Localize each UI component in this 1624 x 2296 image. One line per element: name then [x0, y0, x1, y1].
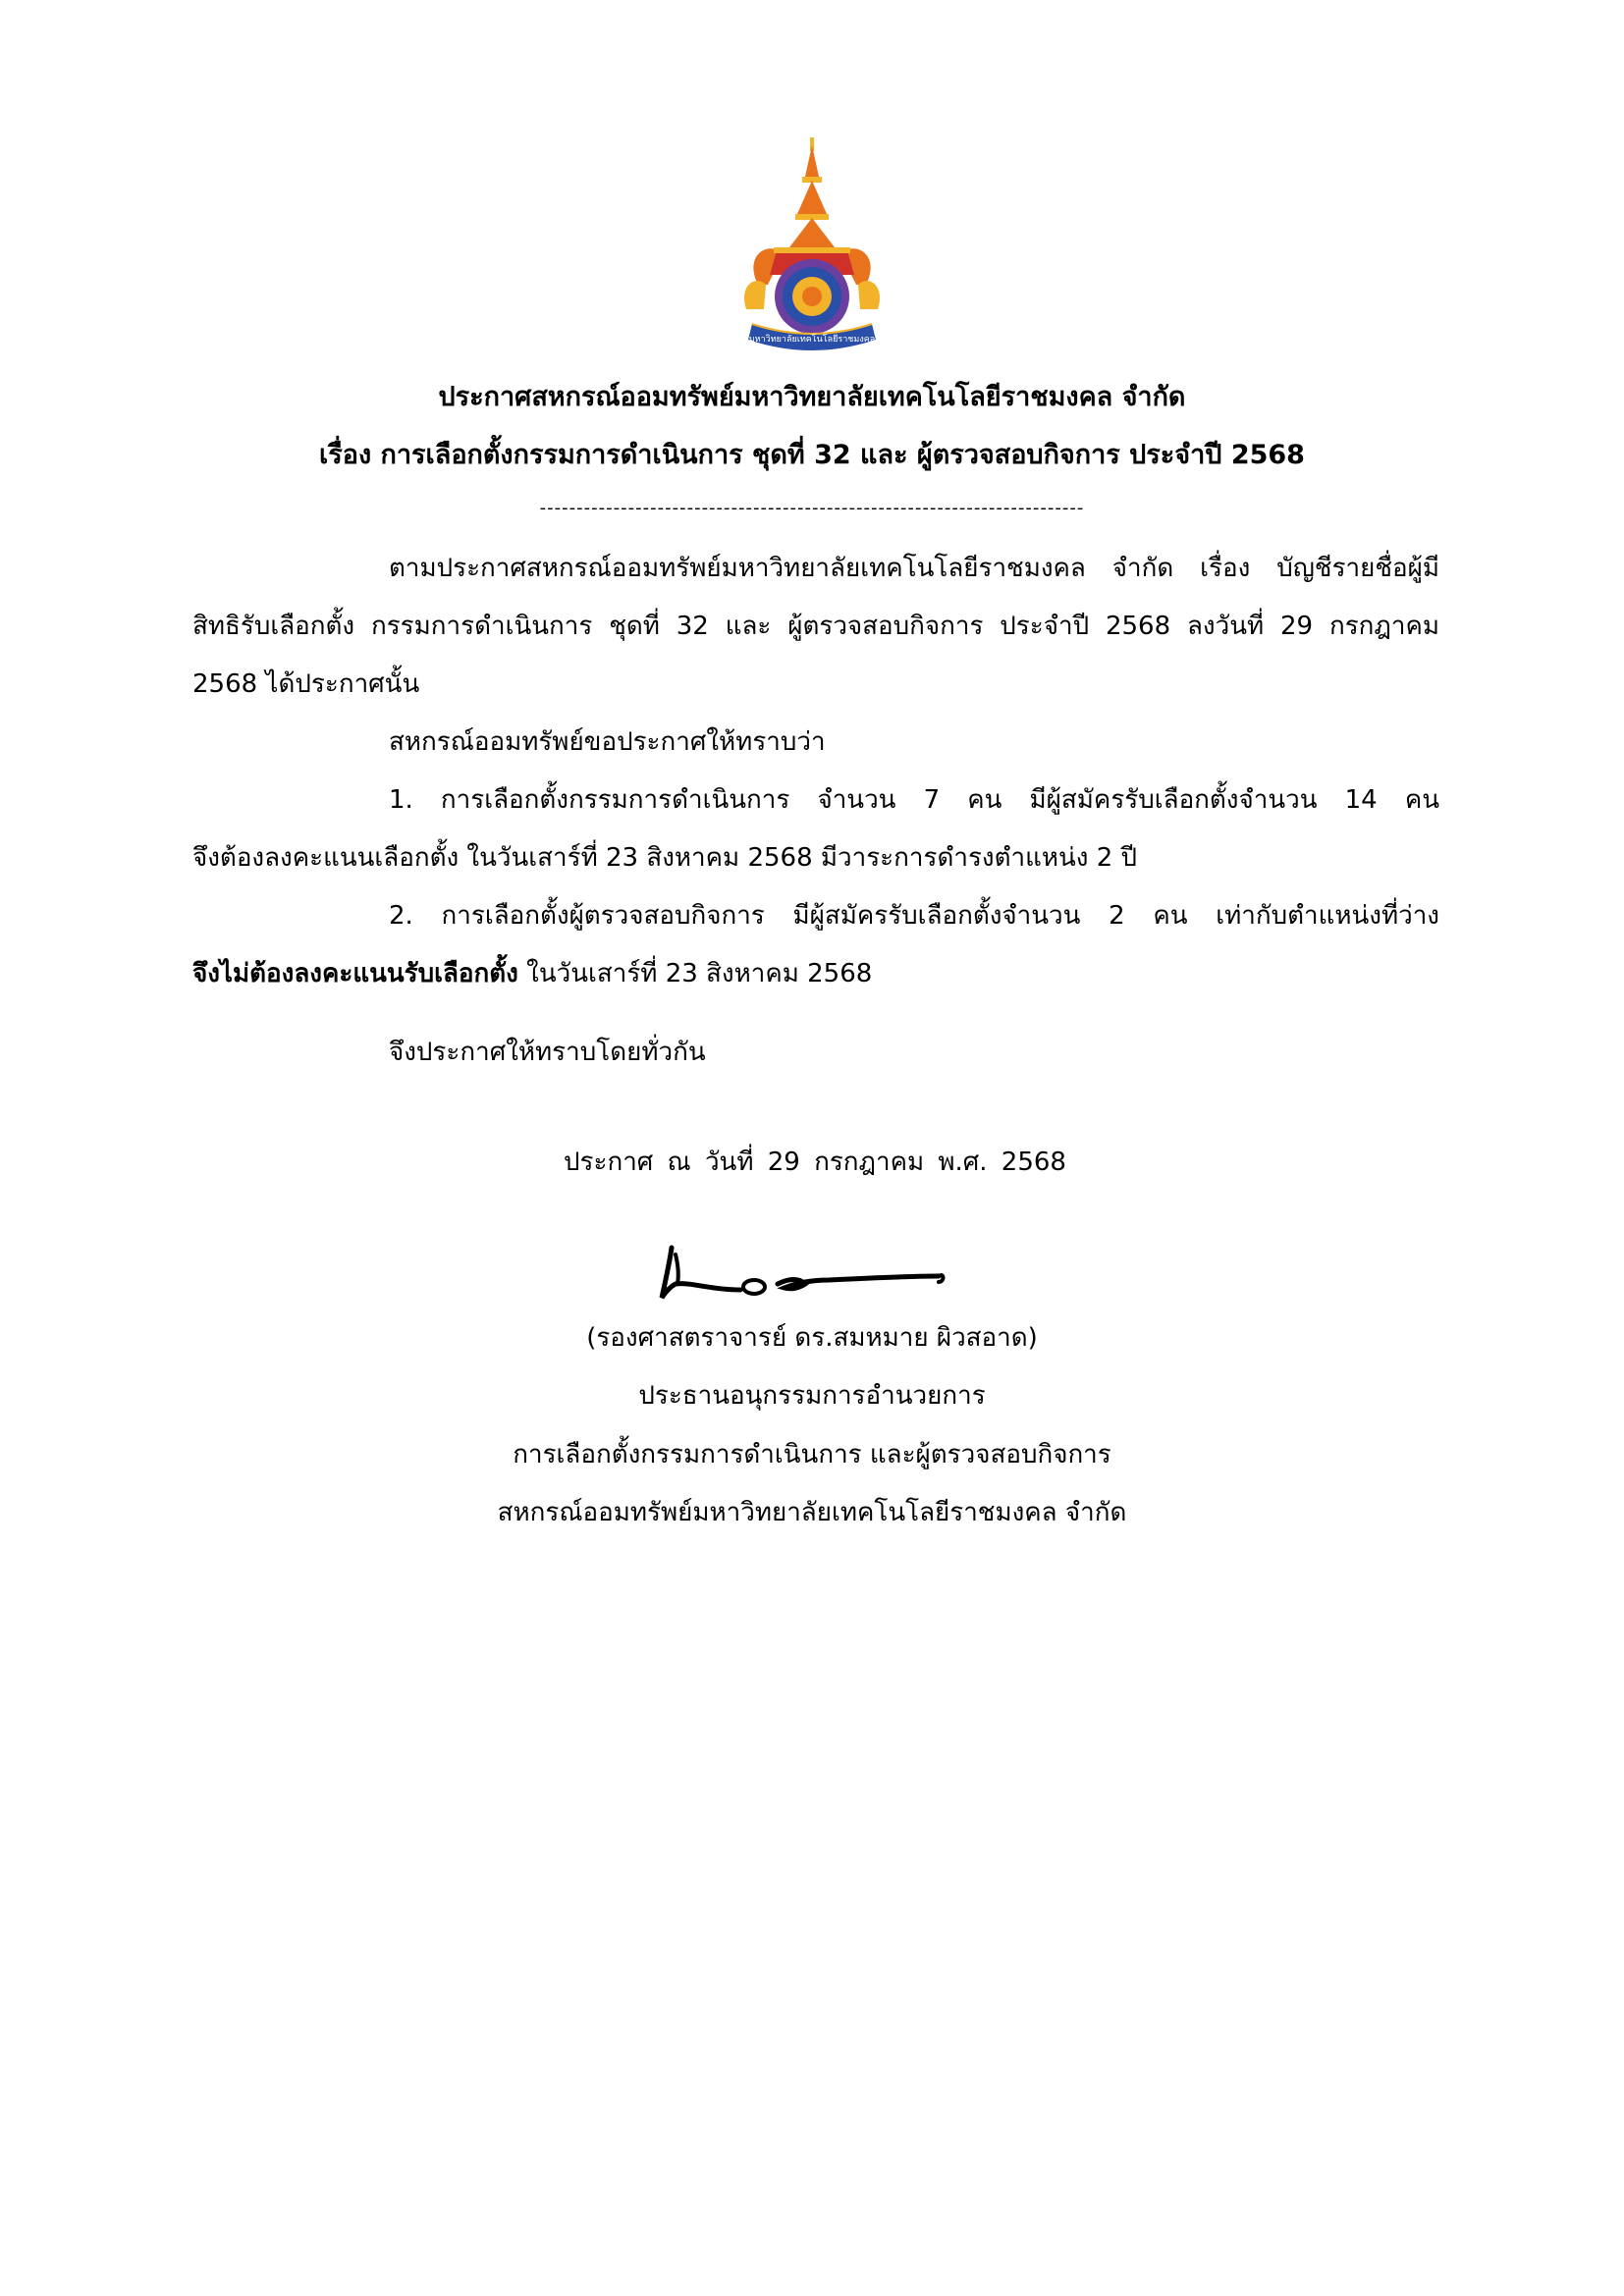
text-fragment: ในวันเสาร์ที่ 23 สิงหาคม 2568: [517, 959, 873, 988]
university-emblem-logo: [738, 137, 886, 365]
announcement-subject: เรื่อง การเลือกตั้งกรรมการดำเนินการ ชุดที่ 32 และ ผู้ตรวจสอบกิจการ ประจำปี 2568: [319, 440, 1305, 470]
title-divider: --------------------------------------------------------------------------: [539, 498, 1085, 518]
paragraph-item-1: [192, 772, 1439, 887]
bold-emphasis: จึงไม่ต้องลงคะแนนรับเลือกตั้ง: [192, 959, 518, 988]
text-line: สิทธิรับเลือกตั้ง กรรมการดำเนินการ ชุดที่ 32 และ ผู้ตรวจสอบกิจการ ประจำปี 2568 ลงวันที่ 29 กรกฎาคม: [192, 612, 1439, 641]
text-line: ตามประกาศสหกรณ์ออมทรัพย์มหาวิทยาลัยเทคโนโลยีราชมงคล จำกัด เรื่อง บัญชีรายชื่อผู้มี: [389, 554, 1439, 583]
announcement-date: ประกาศ ณ วันที่ 29 กรกฎาคม พ.ศ. 2568: [564, 1148, 1066, 1177]
signer-position: ประธานอนุกรรมการอำนวยการ: [638, 1381, 986, 1411]
paragraph-preamble: [192, 540, 1439, 714]
handwritten-signature: [632, 1233, 956, 1311]
signer-organization: สหกรณ์ออมทรัพย์มหาวิทยาลัยเทคโนโลยีราชมงคล จำกัด: [497, 1498, 1127, 1527]
svg-text:มหาวิทยาลัยเทคโนโลยีราชมงคล: มหาวิทยาลัยเทคโนโลยีราชมงคล: [748, 335, 876, 345]
text-line: [192, 945, 1439, 1003]
paragraph-closing: [192, 1024, 1439, 1082]
signer-name: (รองศาสตราจารย์ ดร.สมหมาย ผิวสอาด): [586, 1323, 1038, 1353]
text-line: สหกรณ์ออมทรัพย์ขอประกาศให้ทราบว่า: [389, 727, 826, 757]
announcement-title: ประกาศสหกรณ์ออมทรัพย์มหาวิทยาลัยเทคโนโลยีราชมงคล จำกัด: [438, 382, 1186, 412]
text-line: 2. การเลือกตั้งผู้ตรวจสอบกิจการ มีผู้สมัครรับเลือกตั้งจำนวน 2 คน เท่ากับตำแหน่งที่ว่าง: [389, 901, 1439, 931]
paragraph-item-2: [192, 887, 1439, 1003]
paragraph-announce: [192, 714, 1439, 772]
text-line: 2568 ได้ประกาศนั้น: [192, 669, 420, 699]
text-line: จึงต้องลงคะแนนเลือกตั้ง ในวันเสาร์ที่ 23 สิงหาคม 2568 มีวาระการดำรงตำแหน่ง 2 ปี: [192, 843, 1138, 873]
signer-committee: การเลือกตั้งกรรมการดำเนินการ และผู้ตรวจสอบกิจการ: [513, 1440, 1111, 1469]
text-line: 1. การเลือกตั้งกรรมการดำเนินการ จำนวน 7 คน มีผู้สมัครรับเลือกตั้งจำนวน 14 คน: [389, 785, 1439, 815]
text-line: จึงประกาศให้ทราบโดยทั่วกัน: [389, 1038, 706, 1067]
